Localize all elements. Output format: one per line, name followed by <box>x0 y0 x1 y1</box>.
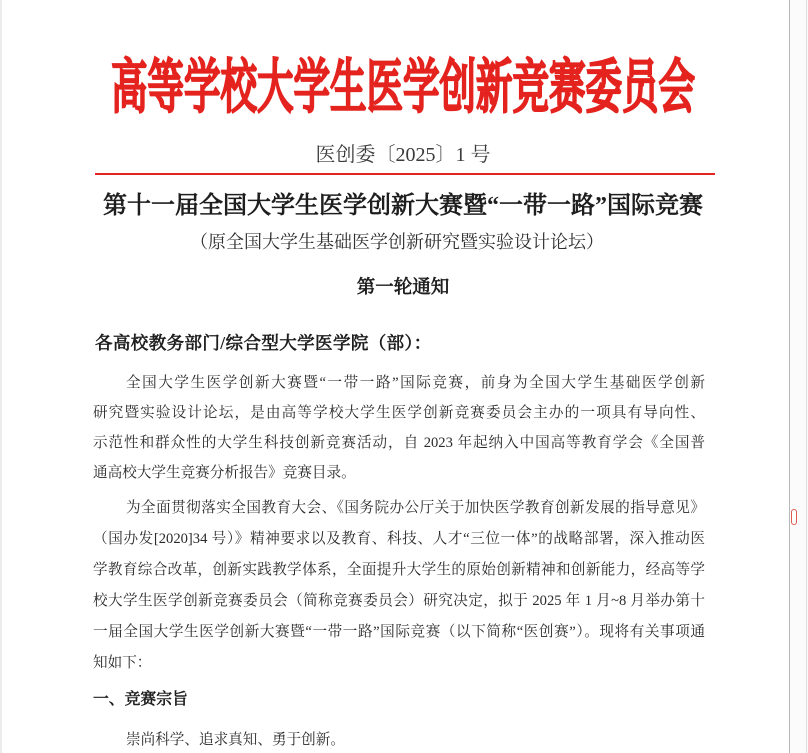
document-subtitle: （原全国大学生基础医学创新研究暨实验设计论坛） <box>190 232 604 252</box>
paragraph-line: 全国大学生医学创新大赛暨“一带一路”国际竞赛，前身为全国大学生基础医学创新 <box>126 375 705 391</box>
section-body <box>93 725 705 753</box>
paragraph-2 <box>93 493 705 679</box>
section-heading: 一、竞赛宗旨 <box>93 691 188 708</box>
document-title: 第十一届全国大学生医学创新大赛暨“一带一路”国际竞赛 <box>103 193 703 219</box>
paragraph-line: （国办发[2020]34 号）》精神要求以及教育、科技、人才“三位一体”的战略部署，深入推动医 <box>93 531 705 547</box>
page-left-edge <box>0 0 2 753</box>
paragraph-1 <box>93 368 705 488</box>
scrollbar-edge <box>806 0 807 753</box>
issuer-header: 高等学校大学生医学创新竞赛委员会 <box>111 54 695 121</box>
paragraph-line: 示范性和群众性的大学生科技创新竞赛活动，自 2023 年起纳入中国高等教育学会《全国普 <box>93 435 705 451</box>
paragraph-line: 一届全国大学生医学创新大赛暨“一带一路”国际竞赛（以下简称“医创赛”）。现将有关事项通 <box>93 624 705 640</box>
paragraph-line: 通高校大学生竞赛分析报告》竞赛目录。 <box>93 465 356 481</box>
salutation: 各高校教务部门/综合型大学医学院（部）： <box>95 333 432 353</box>
paragraph-line: 学教育综合改革，创新实践教学体系，全面提升大学生的原始创新精神和创新能力，经高等学 <box>93 562 705 578</box>
notice-heading: 第一轮通知 <box>356 278 450 298</box>
vertical-scrollbar[interactable] <box>789 0 808 753</box>
red-divider-line <box>95 173 715 175</box>
paragraph-line: 崇尚科学、追求真知、勇于创新。 <box>126 732 345 748</box>
paragraph-line: 为全面贯彻落实全国教育大会、《国务院办公厅关于加快医学教育创新发展的指导意见》 <box>126 500 705 516</box>
document-number: 医创委〔2025〕1 号 <box>315 144 491 166</box>
paragraph-line: 研究暨实验设计论坛，是由高等学校大学生医学创新竞赛委员会主办的一项具有导向性、 <box>93 405 705 421</box>
scroll-position-marker[interactable] <box>791 509 797 525</box>
paragraph-line: 知如下： <box>93 655 152 671</box>
paragraph-line: 校大学生医学创新竞赛委员会（简称竞赛委员会）研究决定，拟于 2025 年 1 月~8 月举办第十 <box>93 593 705 609</box>
